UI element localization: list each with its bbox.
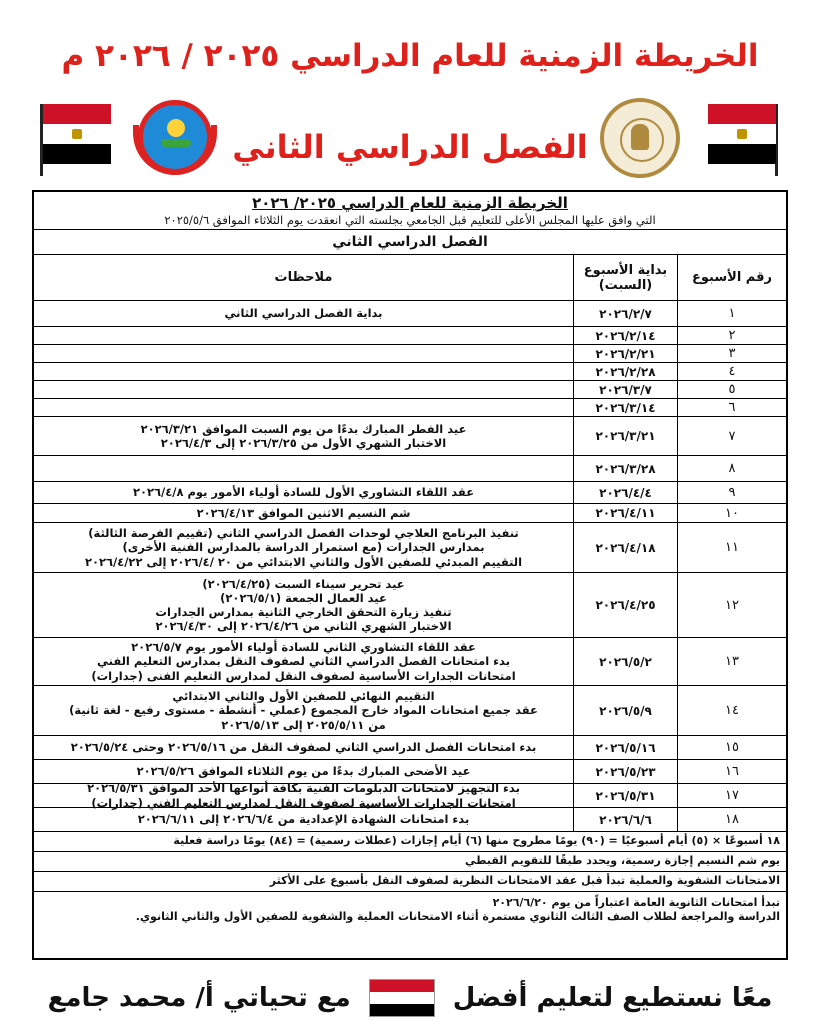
- week-start-date: ٢٠٢٦/٢/١٤: [573, 327, 677, 344]
- header: [0, 0, 820, 185]
- footnote-line: الدراسة والمراجعة لطلاب الصف الثالث الثانوي مستمرة أثناء الامتحانات العملية والشفوية للصفين الأول والثاني الثانوي.: [135, 910, 780, 923]
- week-notes: [34, 808, 573, 831]
- footnote: [34, 852, 786, 872]
- note-line: تنفيذ البرنامج العلاجي لوحدات الفصل الدراسي الثاني (تقييم الفرصة الثالثة): [88, 526, 519, 541]
- week-notes: [34, 417, 573, 455]
- week-start-date: ٢٠٢٦/٥/٢: [573, 638, 677, 685]
- semester-heading: الفصل الدراسي الثاني: [34, 230, 786, 255]
- week-start-date: ٢٠٢٦/٤/١٨: [573, 523, 677, 572]
- week-notes: [34, 456, 573, 481]
- header-notes: ملاحظات: [274, 269, 333, 285]
- page-title: الخريطة الزمنية للعام الدراسي ٢٠٢٥ / ٢٠٢٦ م: [61, 38, 759, 74]
- footnote-line: تبدأ امتحانات الثانوية العامة اعتباراً من يوم ٢٠٢٦/٦/٢٠: [492, 895, 780, 909]
- table-row: [34, 736, 786, 760]
- week-notes: [34, 523, 573, 572]
- week-notes: [34, 760, 573, 783]
- week-number: ٧: [677, 417, 786, 455]
- week-notes: [34, 736, 573, 759]
- week-notes: [34, 638, 573, 685]
- week-number: ٦: [677, 399, 786, 416]
- week-start-date: ٢٠٢٦/٣/١٤: [573, 399, 677, 416]
- footnote-line: الامتحانات الشفوية والعملية تبدأ قبل عقد الامتحانات النظرية لصفوف النقل بأسبوع على الأكثر: [269, 874, 780, 888]
- week-number: ٩: [677, 482, 786, 503]
- note-line: عقد اللقاء التشاوري الثاني للسادة أولياء الأمور يوم ٢٠٢٦/٥/٧: [131, 640, 476, 655]
- ministry-logo-icon: [600, 98, 680, 178]
- note-line: بداية الفصل الدراسي الثاني: [224, 306, 383, 321]
- week-number: ١: [677, 301, 786, 326]
- note-line: الاختبار الشهري الثاني من ٢٠٢٦/٤/٢٦ إلى ٢٠٢٦/٤/٣٠: [155, 619, 452, 634]
- note-line: امتحانات الجدارات الأساسية لصفوف النقل لمدارس التعليم الفني (جدارات): [91, 795, 516, 810]
- note-line: عيد العمال الجمعة (٢٠٢٦/٥/١): [220, 590, 387, 605]
- table-row: [34, 808, 786, 832]
- note-line: عقد جميع امتحانات المواد خارج المجموع (عملي - أنشطة - مستوى رفيع - لغة ثانية): [69, 703, 538, 718]
- note-line: بدء امتحانات الفصل الدراسي الثاني لصفوف النقل بمدارس التعليم الفني: [97, 654, 511, 669]
- week-number: ١١: [677, 523, 786, 572]
- note-line: عقد اللقاء التشاوري الأول للسادة أولياء الأمور يوم ٢٠٢٦/٤/٨: [132, 485, 475, 500]
- table-title-text: الخريطة الزمنية للعام الدراسي ٢٠٢٥/ ٢٠٢٦: [252, 194, 568, 212]
- table-header-row: [34, 255, 786, 301]
- note-line: بدء التجهيز لامتحانات الدبلومات الفنية بكافة أنواعها الأحد الموافق ٢٠٢٦/٥/٣١: [87, 781, 520, 796]
- table-row: [34, 686, 786, 736]
- note-line: بمدارس الجدارات (مع استمرار الدراسة بالمدارس الفنية الأخرى): [122, 540, 485, 555]
- footnote-line: ١٨ أسبوعًا × (٥) أيام أسبوعيًا = (٩٠) يومًا مطروح منها (٦) أيام إجازات (عطلات رسمية) = (٨٤) يومًا دراسة فعلية: [173, 834, 780, 848]
- week-start-date: ٢٠٢٦/٥/١٦: [573, 736, 677, 759]
- week-start-date: ٢٠٢٦/٣/٧: [573, 381, 677, 398]
- week-number: ١٥: [677, 736, 786, 759]
- week-notes: [34, 327, 573, 344]
- egypt-flag-left-icon: [43, 104, 111, 164]
- header-week: رقم الأسبوع: [677, 255, 786, 300]
- note-line: التقييم المبدئي للصفين الأول والثاني الابتدائي من ٢٠ /٢٠٢٦/٤ إلى ٢٠٢٦/٤/٢٢: [84, 554, 523, 569]
- note-line: الاختبار الشهري الأول من ٢٠٢٦/٣/٢٥ إلى ٢٠٢٦/٤/٣: [160, 436, 447, 450]
- week-start-date: ٢٠٢٦/٥/٢٣: [573, 760, 677, 783]
- week-start-date: ٢٠٢٦/٢/٢١: [573, 345, 677, 362]
- week-start-date: ٢٠٢٦/٦/٦: [573, 808, 677, 831]
- week-start-date: ٢٠٢٦/٤/١١: [573, 504, 677, 522]
- week-start-date: ٢٠٢٦/٥/٩: [573, 686, 677, 735]
- week-notes: [34, 381, 573, 398]
- note-line: بدء امتحانات الشهادة الإعدادية من ٢٠٢٦/٦/٤ إلى ٢٠٢٦/٦/١١: [137, 812, 470, 827]
- week-notes: [34, 781, 573, 810]
- week-number: ٥: [677, 381, 786, 398]
- table-row: [34, 363, 786, 381]
- week-notes: [34, 399, 573, 416]
- week-number: ١٧: [677, 784, 786, 807]
- week-notes: [34, 345, 573, 362]
- week-number: ١٣: [677, 638, 786, 685]
- footer-signature: مع تحياتي أ/ محمد جامع: [47, 982, 351, 1013]
- footnote: [34, 872, 786, 892]
- page-subtitle: الفصل الدراسي الثاني: [232, 128, 588, 166]
- table-row: [34, 399, 786, 417]
- header-start-sub: (السبت): [598, 277, 653, 293]
- note-line: عيد تحرير سيناء السبت (٢٠٢٦/٤/٢٥): [202, 576, 405, 591]
- week-number: ١٢: [677, 573, 786, 637]
- week-number: ٤: [677, 363, 786, 380]
- note-line: عيد الفطر المبارك بدءًا من يوم السبت الموافق ٢٠٢٦/٣/٢١: [140, 421, 467, 436]
- week-notes: [34, 686, 573, 735]
- week-start-date: ٢٠٢٦/٥/٣١: [573, 784, 677, 807]
- footer: [40, 975, 780, 1020]
- table-row: [34, 327, 786, 345]
- week-start-date: ٢٠٢٦/٤/٤: [573, 482, 677, 503]
- week-number: ١٠: [677, 504, 786, 522]
- table-row: [34, 381, 786, 399]
- table-row: [34, 482, 786, 504]
- week-number: ٢: [677, 327, 786, 344]
- week-notes: [34, 573, 573, 637]
- footnote: [34, 892, 786, 928]
- week-number: ١٨: [677, 808, 786, 831]
- table-row: [34, 456, 786, 482]
- table-row: [34, 781, 786, 810]
- egypt-flag-footer-icon: [369, 979, 435, 1017]
- footnotes: [34, 832, 786, 928]
- week-start-date: ٢٠٢٦/٤/٢٥: [573, 573, 677, 637]
- approval-text: التي وافق عليها المجلس الأعلى للتعليم قبل الجامعي بجلسته التي انعقدت يوم الثلاثاء الموافق ٢٠٢٥/٥/٦: [164, 213, 656, 227]
- table-row: [34, 417, 786, 456]
- week-start-date: ٢٠٢٦/٣/٢١: [573, 417, 677, 455]
- week-notes: [34, 504, 573, 522]
- week-number: ٣: [677, 345, 786, 362]
- egypt-flag-right-icon: [708, 104, 776, 164]
- table-row: [34, 301, 786, 327]
- note-line: من ٢٠٢٥/٥/١١ إلى ٢٠٢٦/٥/١٣: [221, 717, 386, 732]
- footer-slogan: معًا نستطيع لتعليم أفضل: [452, 982, 773, 1013]
- table-body: [34, 301, 786, 832]
- week-notes: [34, 363, 573, 380]
- footnote-line: يوم شم النسيم إجازة رسمية، ويحدد طبقًا للتقويم القبطي: [464, 854, 780, 868]
- note-line: امتحانات الجدارات الأساسية لصفوف النقل لمدارس التعليم الفنى (جدارات): [91, 668, 516, 683]
- schedule-table: [32, 190, 788, 960]
- table-row: [34, 523, 786, 573]
- table-title: [34, 192, 786, 230]
- week-notes: [34, 301, 573, 326]
- week-notes: [34, 482, 573, 503]
- footnote: [34, 832, 786, 852]
- header-start-label: بداية الأسبوع: [583, 262, 668, 278]
- header-start: [573, 255, 677, 300]
- table-row: [34, 345, 786, 363]
- note-line: شم النسيم الاثنين الموافق ٢٠٢٦/٤/١٣: [196, 505, 411, 520]
- week-number: ٨: [677, 456, 786, 481]
- week-number: ١٤: [677, 686, 786, 735]
- note-line: عيد الأضحى المبارك بدءًا من يوم الثلاثاء الموافق ٢٠٢٦/٥/٢٦: [136, 764, 471, 779]
- week-start-date: ٢٠٢٦/٢/٢٨: [573, 363, 677, 380]
- table-row: [34, 638, 786, 686]
- table-row: [34, 573, 786, 638]
- table-row: [34, 504, 786, 523]
- note-line: التقييم النهائي للصفين الأول والثاني الابتدائي: [172, 689, 435, 704]
- note-line: بدء امتحانات الفصل الدراسي الثاني لصفوف النقل من ٢٠٢٦/٥/١٦ وحتى ٢٠٢٦/٥/٢٤: [70, 740, 537, 755]
- week-number: ١٦: [677, 760, 786, 783]
- week-start-date: ٢٠٢٦/٢/٧: [573, 301, 677, 326]
- week-start-date: ٢٠٢٦/٣/٢٨: [573, 456, 677, 481]
- note-line: تنفيذ زيارة التحقق الخارجي الثانية بمدارس الجدارات: [155, 605, 452, 619]
